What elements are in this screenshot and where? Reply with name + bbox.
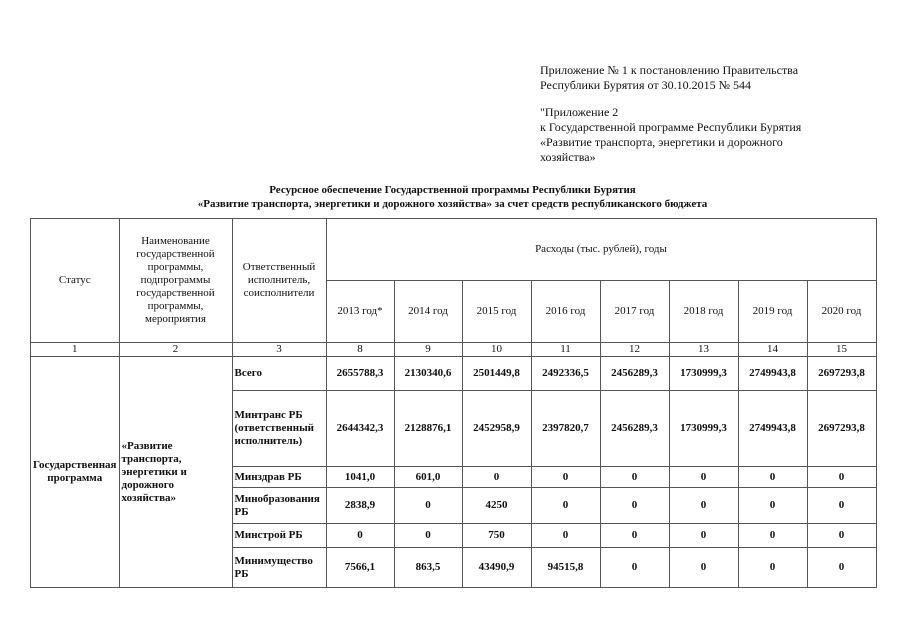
responsible-cell: Всего — [232, 357, 326, 391]
value-cell: 0 — [669, 467, 738, 488]
status-cell: Государственная программа — [31, 357, 120, 588]
value-cell: 0 — [669, 524, 738, 548]
value-cell: 1041,0 — [326, 467, 394, 488]
annex-2-line: «Развитие транспорта, энергетики и дорожного — [540, 135, 783, 149]
header-year: 2015 год — [462, 281, 531, 343]
header-year: 2020 год — [807, 281, 876, 343]
value-cell: 0 — [600, 467, 669, 488]
value-cell: 0 — [738, 467, 807, 488]
header-expenses: Расходы (тыс. рублей), годы — [326, 219, 876, 281]
annex-1-reference — [540, 63, 880, 93]
value-cell: 0 — [738, 524, 807, 548]
value-cell: 2697293,8 — [807, 391, 876, 467]
value-cell: 2452958,9 — [462, 391, 531, 467]
column-number: 14 — [738, 343, 807, 357]
annex-1-line: Приложение № 1 к постановлению Правительства — [540, 63, 799, 77]
column-number: 1 — [31, 343, 120, 357]
title-line: Ресурсное обеспечение Государственной программы Республики Бурятия — [269, 184, 636, 196]
value-cell: 2749943,8 — [738, 357, 807, 391]
annex-2-line: к Государственной программе Республики Бурятия — [540, 120, 802, 134]
column-number: 9 — [394, 343, 462, 357]
value-cell: 2501449,8 — [462, 357, 531, 391]
value-cell: 0 — [462, 467, 531, 488]
value-cell: 2644342,3 — [326, 391, 394, 467]
resource-table — [30, 218, 877, 588]
value-cell: 0 — [738, 488, 807, 524]
value-cell: 94515,8 — [531, 548, 600, 588]
value-cell: 0 — [326, 524, 394, 548]
value-cell: 0 — [394, 488, 462, 524]
value-cell: 2397820,7 — [531, 391, 600, 467]
column-number: 13 — [669, 343, 738, 357]
column-number: 8 — [326, 343, 394, 357]
responsible-cell: Минимущество РБ — [232, 548, 326, 588]
responsible-cell: Минобразования РБ — [232, 488, 326, 524]
header-year: 2016 год — [531, 281, 600, 343]
value-cell: 2838,9 — [326, 488, 394, 524]
value-cell: 0 — [600, 488, 669, 524]
value-cell: 7566,1 — [326, 548, 394, 588]
header-name: Наименование государственной программы, подпрограммы государственной программы, мероприятия — [119, 219, 232, 343]
table-row — [31, 357, 877, 391]
responsible-cell: Минтранс РБ (ответственный исполнитель) — [232, 391, 326, 467]
value-cell: 0 — [531, 524, 600, 548]
column-number: 11 — [531, 343, 600, 357]
value-cell: 2130340,6 — [394, 357, 462, 391]
annex-2-line: хозяйства» — [540, 150, 596, 164]
value-cell: 0 — [807, 548, 876, 588]
value-cell: 43490,9 — [462, 548, 531, 588]
column-number: 3 — [232, 343, 326, 357]
value-cell: 2749943,8 — [738, 391, 807, 467]
annex-2-reference — [540, 105, 850, 165]
value-cell: 0 — [669, 548, 738, 588]
header-status: Статус — [31, 219, 120, 343]
value-cell: 0 — [531, 488, 600, 524]
value-cell: 2456289,3 — [600, 391, 669, 467]
annex-2-line: "Приложение 2 — [540, 105, 619, 119]
header-year: 2014 год — [394, 281, 462, 343]
value-cell: 1730999,3 — [669, 357, 738, 391]
column-number: 15 — [807, 343, 876, 357]
column-number: 12 — [600, 343, 669, 357]
program-name-cell: «Развитие транспорта, энергетики и дорожного хозяйства» — [119, 357, 232, 588]
header-year: 2017 год — [600, 281, 669, 343]
annex-1-line: Республики Бурятия от 30.10.2015 № 544 — [540, 78, 752, 92]
value-cell: 0 — [807, 467, 876, 488]
header-responsible: Ответственный исполнитель, соисполнители — [232, 219, 326, 343]
value-cell: 2492336,5 — [531, 357, 600, 391]
value-cell: 0 — [807, 524, 876, 548]
value-cell: 0 — [738, 548, 807, 588]
value-cell: 601,0 — [394, 467, 462, 488]
value-cell: 2655788,3 — [326, 357, 394, 391]
responsible-cell: Минздрав РБ — [232, 467, 326, 488]
value-cell: 2128876,1 — [394, 391, 462, 467]
value-cell: 0 — [531, 467, 600, 488]
value-cell: 4250 — [462, 488, 531, 524]
value-cell: 2697293,8 — [807, 357, 876, 391]
value-cell: 0 — [807, 488, 876, 524]
header-year: 2013 год* — [326, 281, 394, 343]
title-line: «Развитие транспорта, энергетики и дорожного хозяйства» за счет средств республиканского бюджета — [197, 198, 708, 210]
value-cell: 0 — [394, 524, 462, 548]
responsible-cell: Минстрой РБ — [232, 524, 326, 548]
value-cell: 2456289,3 — [600, 357, 669, 391]
value-cell: 750 — [462, 524, 531, 548]
value-cell: 0 — [600, 548, 669, 588]
column-number: 2 — [119, 343, 232, 357]
value-cell: 1730999,3 — [669, 391, 738, 467]
document-title — [0, 183, 905, 211]
value-cell: 0 — [669, 488, 738, 524]
value-cell: 0 — [600, 524, 669, 548]
value-cell: 863,5 — [394, 548, 462, 588]
header-year: 2018 год — [669, 281, 738, 343]
column-number: 10 — [462, 343, 531, 357]
header-year: 2019 год — [738, 281, 807, 343]
